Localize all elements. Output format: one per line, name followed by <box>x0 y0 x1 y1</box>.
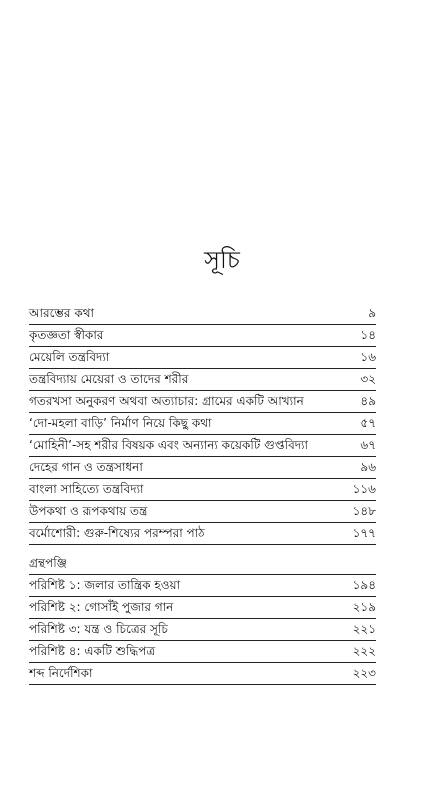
toc-entry: পরিশিষ্ট ২: গোসাঁই পুজার গান <box>29 600 174 614</box>
toc-row <box>29 413 376 435</box>
toc-entry: আরম্ভের কথা <box>29 306 94 320</box>
toc-entry: উপকথা ও রূপকথায় তন্ত্র <box>29 504 148 518</box>
toc-page-number: ২২২ <box>352 644 376 658</box>
toc-row <box>29 501 376 523</box>
toc-page-number: ১৭৭ <box>352 526 376 540</box>
toc-entry: বর্মোশোরী: গুরু-শিষ্যের পরম্পরা পাঠ <box>29 526 205 540</box>
toc-page-number: ১৯৪ <box>352 578 376 592</box>
toc-row <box>29 641 376 663</box>
toc-page-number: ২২১ <box>352 622 376 636</box>
toc-page-number: ১১৬ <box>352 482 376 496</box>
toc-entry: পরিশিষ্ট ৪: একটি শুদ্ধিপত্র <box>29 644 156 658</box>
contents-list <box>29 303 376 545</box>
toc-row <box>29 479 376 501</box>
toc-entry: দেহের গান ও তন্ত্রসাধনা <box>29 460 143 474</box>
appendix-list <box>29 553 376 685</box>
toc-entry: গতরখসা অনুকরণ অথবা অত্যাচার: গ্রামের একটি আখ্যান <box>29 394 304 408</box>
toc-page-number: ২১৯ <box>352 600 376 614</box>
toc-page-number: ৩২ <box>360 372 376 386</box>
toc-entry: মেয়েলি তন্ত্রবিদ্যা <box>29 350 110 364</box>
toc-entry: পরিশিষ্ট ৩: যন্ত্র ও চিত্রের সূচি <box>29 622 168 636</box>
toc-row <box>29 597 376 619</box>
toc-page-number: ৪৯ <box>360 394 376 408</box>
page-title: সূচি <box>204 246 240 274</box>
toc-row <box>29 303 376 325</box>
toc-row <box>29 347 376 369</box>
toc-page-number: ৬৭ <box>360 438 376 452</box>
toc-row <box>29 369 376 391</box>
toc-row <box>29 575 376 597</box>
toc-entry: তন্ত্রবিদ্যায় মেয়েরা ও তাদের শরীর <box>29 372 189 386</box>
toc-page-number: ১৪ <box>360 328 376 342</box>
bibliography-heading: গ্রন্থপঞ্জি <box>29 553 376 575</box>
toc-page-number: ৫৭ <box>360 416 376 430</box>
toc-page-number: ১৪৮ <box>352 504 376 518</box>
toc-entry: বাংলা সাহিত্যে তন্ত্রবিদ্যা <box>29 482 144 496</box>
toc-row <box>29 457 376 479</box>
toc-row <box>29 663 376 685</box>
toc-page-number: ২২৩ <box>352 666 376 680</box>
toc-entry: ‘দো-মহলা বাড়ি’ নির্মাণ নিয়ে কিছু কথা <box>29 416 212 430</box>
toc-page-number: ১৬ <box>360 350 376 364</box>
toc-page-number: ৯৬ <box>360 460 376 474</box>
toc-entry: পরিশিষ্ট ১: জলার তান্ত্রিক হওয়া <box>29 578 181 592</box>
toc-entry: কৃতজ্ঞতা স্বীকার <box>29 328 104 342</box>
toc-entry: শব্দ নির্দেশিকা <box>29 666 93 680</box>
toc-row <box>29 325 376 347</box>
toc-row <box>29 435 376 457</box>
toc-entry: ‘মোহিনী’-সহ শরীর বিষয়ক এবং অন্যান্য কয়েকটি গুপ্তবিদ্যা <box>29 438 309 452</box>
toc-page-number: ৯ <box>368 306 376 320</box>
toc-row <box>29 391 376 413</box>
toc-row <box>29 619 376 641</box>
toc-row <box>29 523 376 545</box>
